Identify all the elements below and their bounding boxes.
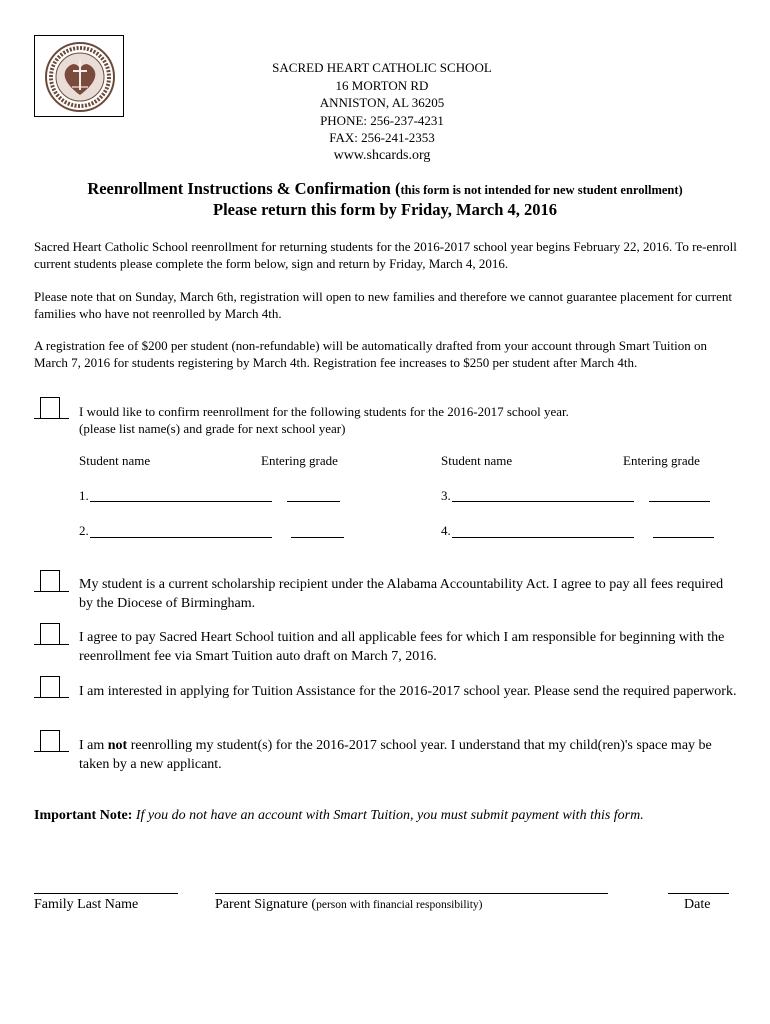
student-name-header-right: Student name [441, 453, 513, 468]
school-address: 16 MORTON RD [335, 77, 429, 93]
checkbox-baseline [34, 644, 69, 645]
confirm-text: I would like to confirm reenrollment for the following students for the 2016-2017 school year. [79, 404, 569, 419]
checkbox-baseline [34, 591, 69, 592]
family-last-name-label: Family Last Name [34, 897, 139, 912]
entering-grade-header-left: Entering grade [261, 453, 338, 468]
school-header [200, 59, 564, 164]
tuition-assistance-checkbox[interactable] [40, 676, 60, 697]
date-field[interactable] [668, 893, 729, 894]
grade-field-3[interactable] [649, 501, 710, 502]
entry-number: 1. [79, 488, 89, 503]
tuition-assistance-text: I am interested in applying for Tuition Assistance for the 2016-2017 school year. Please send the required paperwork. [79, 684, 737, 699]
not-reenrolling-pre: I am [79, 738, 108, 753]
not-reenrolling-post: reenrolling my student(s) for the 2016-2017 school year. I understand that my child(ren)'s space may be taken by a new applicant. [79, 738, 712, 772]
confirm-reenrollment-checkbox[interactable] [40, 397, 60, 418]
checkbox-baseline [34, 418, 69, 419]
parent-signature-field[interactable] [215, 893, 608, 894]
not-reenrolling-emphasis: not [107, 738, 128, 753]
not-reenrolling-checkbox[interactable] [40, 730, 60, 751]
fee-paragraph: A registration fee of $200 per student (non-refundable) will be automatically drafted from your account through Smart Tuition on March 7, 2016 for students registering by March 4th. Registration fee increases to $250 per student after March 4th. [34, 338, 707, 370]
grade-field-2[interactable] [291, 537, 344, 538]
intro-paragraph: Sacred Heart Catholic School reenrollment for returning students for the 2016-2017 school year begins February 22, 2016. To re-enroll current students please complete the form below, sign and return by Friday, March 4, 2016. [34, 239, 737, 271]
parent-signature-text: Parent Signature [215, 897, 308, 912]
parent-signature-note: person with financial responsibility) [316, 899, 483, 911]
entry-number: 2. [79, 523, 89, 538]
entry-number: 3. [441, 488, 451, 503]
school-seal-icon [41, 40, 119, 114]
school-city: ANNISTON, AL 36205 [319, 95, 445, 110]
not-reenrolling-text [79, 736, 739, 774]
form-title-paren: ( [395, 179, 401, 198]
checkbox-baseline [34, 697, 69, 698]
school-fax: FAX: 256-241-2353 [329, 130, 435, 145]
form-title-main: Reenrollment Instructions & Confirmation [87, 179, 391, 198]
scholarship-checkbox[interactable] [40, 570, 60, 591]
school-name: SACRED HEART CATHOLIC SCHOOL [272, 60, 492, 75]
form-deadline: Please return this form by Friday, March 4, 2016 [212, 200, 558, 219]
tuition-agreement-checkbox[interactable] [40, 623, 60, 644]
student-name-field-1[interactable] [90, 501, 272, 502]
parent-signature-label [215, 897, 483, 913]
student-name-header-left: Student name [79, 453, 151, 468]
date-label: Date [684, 897, 711, 912]
notice-paragraph: Please note that on Sunday, March 6th, registration will open to new families and therefore we cannot guarantee placement for current families who have not reenrolled by March 4th. [34, 289, 733, 321]
important-note [34, 808, 644, 824]
student-name-field-3[interactable] [452, 501, 634, 502]
student-name-field-4[interactable] [452, 537, 634, 538]
school-phone: PHONE: 256-237-4231 [320, 112, 444, 128]
school-website[interactable]: www.shcards.org [333, 147, 431, 163]
student-name-field-2[interactable] [90, 537, 272, 538]
scholarship-text: My student is a current scholarship recipient under the Alabama Accountability Act. I agree to pay all fees required by the Diocese of Birmingham. [79, 577, 724, 611]
entering-grade-header-right: Entering grade [623, 453, 700, 468]
family-last-name-field[interactable] [34, 893, 178, 894]
important-note-text: If you do not have an account with Smart Tuition, you must submit payment with this form. [135, 808, 644, 823]
confirm-subtext: (please list name(s) and grade for next school year) [79, 421, 346, 436]
important-note-label: Important Note: [34, 808, 133, 823]
grade-field-4[interactable] [653, 537, 714, 538]
tuition-agreement-text: I agree to pay Sacred Heart School tuition and all applicable fees for which I am responsible for beginning with the reenrollment fee via Smart Tuition auto draft on March 7, 2016. [79, 630, 725, 664]
form-title-note: this form is not intended for new student enrollment) [400, 183, 683, 197]
entry-number: 4. [441, 523, 451, 538]
school-logo [34, 35, 124, 117]
parent-signature-paren: ( [311, 897, 317, 912]
form-title [0, 179, 770, 199]
grade-field-1[interactable] [287, 501, 340, 502]
checkbox-baseline [34, 751, 69, 752]
